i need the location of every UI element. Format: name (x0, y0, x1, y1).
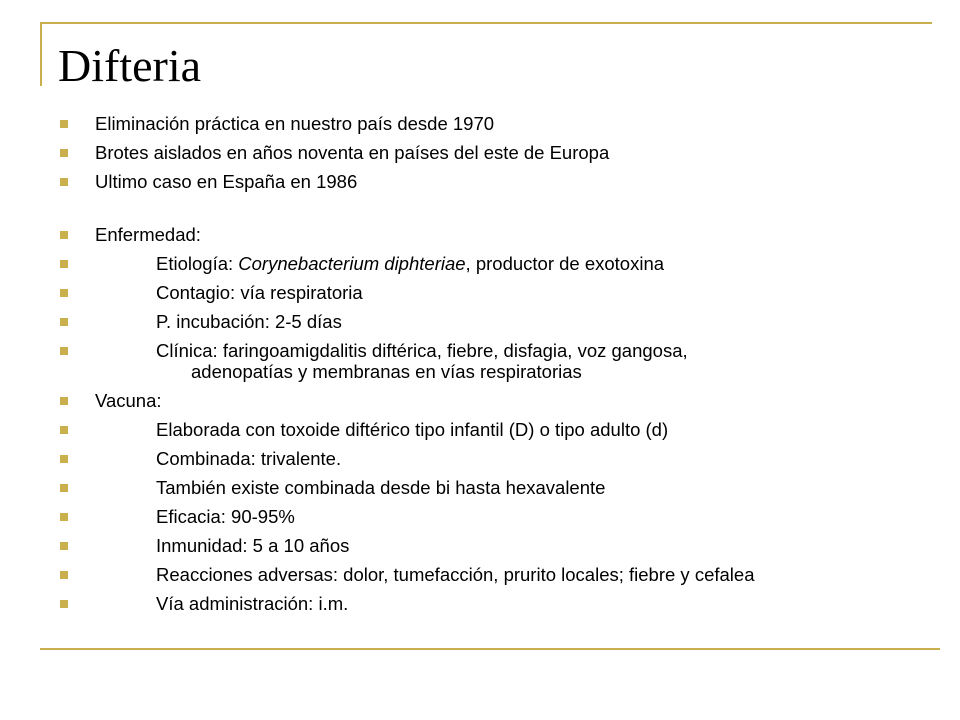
square-bullet-icon (60, 347, 68, 355)
list-item (60, 142, 920, 171)
bullet-text: Clínica: faringoamigdalitis diftérica, fiebre, disfagia, voz gangosa, (156, 340, 688, 361)
bullet-text: Enfermedad: (95, 224, 201, 245)
square-bullet-icon (60, 455, 68, 463)
bullet-text: Inmunidad: 5 a 10 años (156, 535, 350, 556)
square-bullet-icon (60, 571, 68, 579)
bullet-text: Vacuna: (95, 390, 162, 411)
bullet-text: También existe combinada desde bi hasta hexavalente (156, 477, 606, 498)
list-item (60, 224, 920, 253)
bullet-text: Eficacia: 90-95% (156, 506, 295, 527)
bullet-text: Reacciones adversas: dolor, tumefacción, prurito locales; fiebre y cefalea (156, 564, 755, 585)
bullet-text: Vía administración: i.m. (156, 593, 349, 614)
list-item (60, 419, 920, 448)
list-item (60, 340, 920, 390)
square-bullet-icon (60, 600, 68, 608)
list-item (60, 390, 920, 419)
left-rule (40, 22, 42, 86)
square-bullet-icon (60, 318, 68, 326)
square-bullet-icon (60, 397, 68, 405)
square-bullet-icon (60, 149, 68, 157)
square-bullet-icon (60, 289, 68, 297)
square-bullet-icon (60, 260, 68, 268)
list-item (60, 171, 920, 200)
bullet-text: Eliminación práctica en nuestro país desde 1970 (95, 113, 495, 134)
list-item (60, 448, 920, 477)
bullet-text: Brotes aislados en años noventa en países del este de Europa (95, 142, 610, 163)
bullet-list (60, 113, 920, 622)
list-item (60, 311, 920, 340)
square-bullet-icon (60, 484, 68, 492)
square-bullet-icon (60, 513, 68, 521)
square-bullet-icon (60, 231, 68, 239)
list-item (60, 593, 920, 622)
bullet-text-suffix: , productor de exotoxina (465, 253, 665, 274)
square-bullet-icon (60, 426, 68, 434)
bullet-text: Elaborada con toxoide diftérico tipo infantil (D) o tipo adulto (d) (156, 419, 669, 440)
bullet-text: Combinada: trivalente. (156, 448, 342, 469)
square-bullet-icon (60, 542, 68, 550)
list-item (60, 564, 920, 593)
bullet-text: Ultimo caso en España en 1986 (95, 171, 358, 192)
list-item (60, 535, 920, 564)
bullet-text-prefix: Etiología: (156, 253, 239, 274)
bottom-rule (40, 648, 940, 650)
top-rule (40, 22, 932, 24)
bullet-text-italic: Corynebacterium diphteriae (238, 253, 466, 274)
list-item (60, 282, 920, 311)
list-item (60, 506, 920, 535)
list-item (60, 477, 920, 506)
bullet-continuation: adenopatías y membranas en vías respiratorias (191, 361, 582, 382)
bullet-text: Contagio: vía respiratoria (156, 282, 363, 303)
bullet-text: P. incubación: 2-5 días (156, 311, 342, 332)
square-bullet-icon (60, 120, 68, 128)
square-bullet-icon (60, 178, 68, 186)
slide-title: Difteria (58, 40, 202, 91)
list-item (60, 113, 920, 142)
list-item (60, 253, 920, 282)
